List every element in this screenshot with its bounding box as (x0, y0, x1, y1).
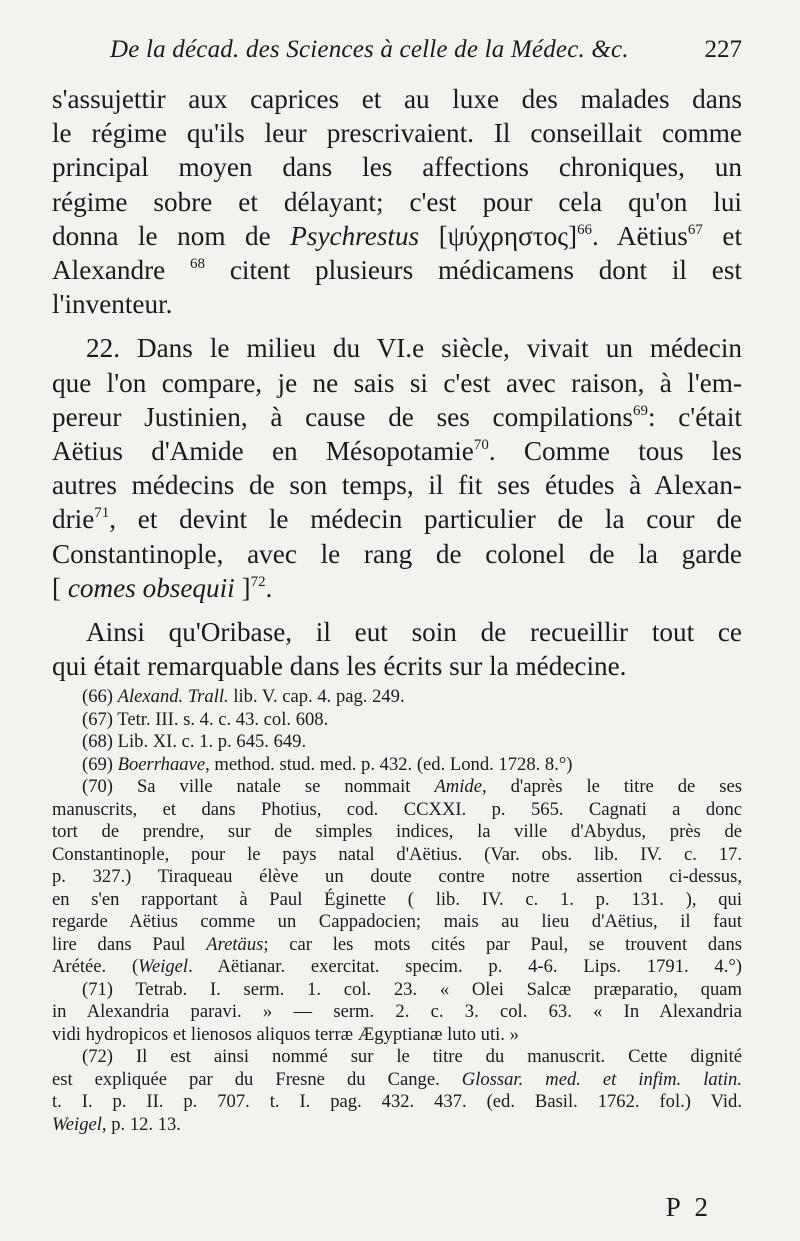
text-run: pereur Justinien, à cause de ses compilations (52, 401, 633, 432)
footnote-number: (66) (82, 686, 113, 707)
footnotes (52, 686, 742, 1136)
text-line: autres médecins de son temps, il fit ses études à Alexan- (52, 470, 742, 501)
footnote-ref: 72 (250, 573, 266, 590)
text-run: Lib. XI. c. 1. p. 645. 649. (112, 731, 307, 752)
footnote-number: (67) (82, 708, 113, 730)
text-run: [ (52, 572, 68, 603)
footnote-line: manuscrits, et dans Photius, cod. CCXXI. p. 565. Cagnati a donc (52, 798, 742, 820)
text-line (52, 219, 742, 253)
text-run: et (702, 220, 743, 251)
text-run: ] (234, 572, 251, 603)
footnote-line (52, 956, 742, 979)
footnote-line: (71) Tetrab. I. serm. 1. col. 23. « Olei Salcæ præparatio, quam (82, 978, 742, 1000)
footnote-number: (69) (82, 753, 113, 775)
paragraph-3 (52, 615, 742, 683)
footnote-line: (72) Il est ainsi nommé sur le titre du manuscrit. Cette dignité (82, 1046, 742, 1067)
text-run: . (265, 572, 273, 603)
footnote-line: p. 327.) Tiraqueau élève un doute contre notre assertion ci-dessus, (52, 866, 742, 887)
text-run: , p. 12. 13. (101, 1113, 181, 1135)
italic-term: Boerrhaave (117, 753, 206, 775)
footnote-ref: 69 (633, 402, 648, 419)
paragraph-1 (52, 82, 742, 321)
italic-term: Aretäus (206, 933, 264, 955)
footnote-72 (52, 1046, 742, 1136)
text-run: ; car les mots cités par Paul, se trouvent dans (263, 933, 742, 955)
italic-term: comes obsequii (67, 572, 235, 603)
footnote-ref: 68 (190, 255, 205, 272)
footnote-line: tort de prendre, sur de simples indices, la ville d'Abydus, près de (52, 821, 742, 842)
text-run: [ψύχρηστος] (419, 220, 578, 251)
text-line: l'inventeur. (52, 289, 173, 320)
footnote-line (52, 686, 742, 709)
footnote-line: regarde Aëtius comme un Cappadocien; mais au lieu d'Aëtius, il faut (52, 911, 742, 932)
text-line (52, 253, 742, 287)
text-run: Arétée. ( (52, 956, 139, 977)
text-line: Ainsi qu'Oribase, il eut soin de recueillir tout ce (86, 617, 742, 648)
footnote-line (52, 709, 742, 732)
paragraph-2 (52, 331, 742, 605)
footnote-line: t. I. p. II. p. 707. t. I. pag. 432. 437. (ed. Basil. 1762. fol.) Vid. (52, 1091, 742, 1112)
text-run: , et devint le médecin particulier de la cour de (109, 504, 742, 535)
text-run: lib. V. cap. 4. pag. 249. (228, 686, 405, 707)
text-run: Alexandre (52, 255, 191, 286)
text-run: . Comme tous les (488, 436, 742, 467)
text-run: . Aëtius (592, 220, 688, 251)
text-run: Aëtius d'Amide en Mésopotamie (52, 436, 474, 467)
footnote-line: vidi hydropicos et lienosos aliquos terræ Ægyptianæ luto uti. » (52, 1023, 519, 1045)
footnote-number: (68) (82, 731, 113, 752)
text-line (52, 571, 742, 605)
running-head: De la décad. des Sciences à celle de la Médec. &c. (110, 36, 629, 63)
text-run: donna le nom de (52, 220, 291, 251)
footnote-69 (52, 754, 742, 777)
text-run: : c'était (647, 401, 742, 432)
italic-term: Alexand. Trall. (117, 686, 229, 707)
text-run: est expliquée par du Fresne du Cange. (52, 1068, 462, 1090)
text-run: Tetr. III. s. 4. c. 43. col. 608. (112, 708, 329, 730)
footnote-line (52, 731, 742, 754)
text-run: . Aëtianar. exercitat. specim. p. 4-6. Lips. 1791. 4.°) (188, 956, 742, 977)
printer-signature: P 2 (665, 1192, 712, 1222)
footnote-ref: 66 (577, 221, 593, 238)
page-number: 227 (704, 36, 742, 63)
text-run: (70) Sa ville natale se nommait (82, 776, 435, 797)
footnote-line (52, 1069, 742, 1092)
italic-term: Glossar. med. et infim. latin. (461, 1068, 743, 1090)
footnote-66 (52, 686, 742, 709)
text-run: , d'après le titre de ses (481, 776, 742, 797)
footnote-68 (52, 731, 742, 754)
italic-term: Amide (434, 776, 482, 797)
footnote-line (52, 934, 742, 957)
text-run: , method. stud. med. p. 432. (ed. Lond. 1728. 8.°) (205, 753, 573, 775)
footnote-67 (52, 709, 742, 732)
footnote-ref: 67 (687, 221, 703, 238)
text-line: que l'on compare, je ne sais si c'est avec raison, à l'em- (52, 367, 742, 398)
italic-term: Weigel (138, 956, 189, 977)
text-run: drie (52, 504, 95, 535)
footnote-71 (52, 979, 742, 1047)
text-run: lire dans Paul (52, 933, 207, 955)
text-run: citent plusieurs médicamens dont il est (205, 255, 742, 286)
footnote-70 (52, 776, 742, 979)
footnote-line: Constantinople, pour le pays natal d'Aëtius. (Var. obs. lib. IV. c. 17. (52, 843, 742, 865)
footnote-line (52, 1114, 742, 1137)
text-line (52, 400, 742, 434)
footnote-line: en s'en rapportant à Paul Éginette ( lib. IV. c. 1. p. 131. ), qui (52, 888, 742, 910)
text-line: principal moyen dans les affections chroniques, un (52, 152, 742, 183)
text-line: s'assujettir aux caprices et au luxe des malades dans (52, 84, 742, 114)
footnote-line: in Alexandria paravi. » — serm. 2. c. 3. col. 63. « In Alexandria (52, 1001, 742, 1022)
page-header (110, 36, 742, 76)
body-text (52, 82, 742, 693)
text-line: le régime qu'ils leur prescrivaient. Il conseillait comme (52, 118, 742, 149)
text-line (52, 502, 742, 536)
text-line (52, 434, 742, 468)
italic-term: Psychrestus (290, 220, 420, 251)
text-line: Constantinople, avec le rang de colonel de la garde (52, 538, 742, 569)
text-line: régime sobre et délayant; c'est pour cela qu'on lui (52, 186, 742, 217)
text-line: 22. Dans le milieu du VI.e siècle, vivait un médecin (86, 333, 742, 364)
footnote-ref: 70 (473, 436, 489, 453)
footnote-line (52, 754, 742, 777)
italic-term: Weigel (52, 1113, 102, 1135)
footnote-line (52, 776, 742, 799)
page (52, 0, 752, 1241)
text-line: qui était remarquable dans les écrits sur la médecine. (52, 651, 627, 682)
footnote-ref: 71 (94, 505, 110, 522)
